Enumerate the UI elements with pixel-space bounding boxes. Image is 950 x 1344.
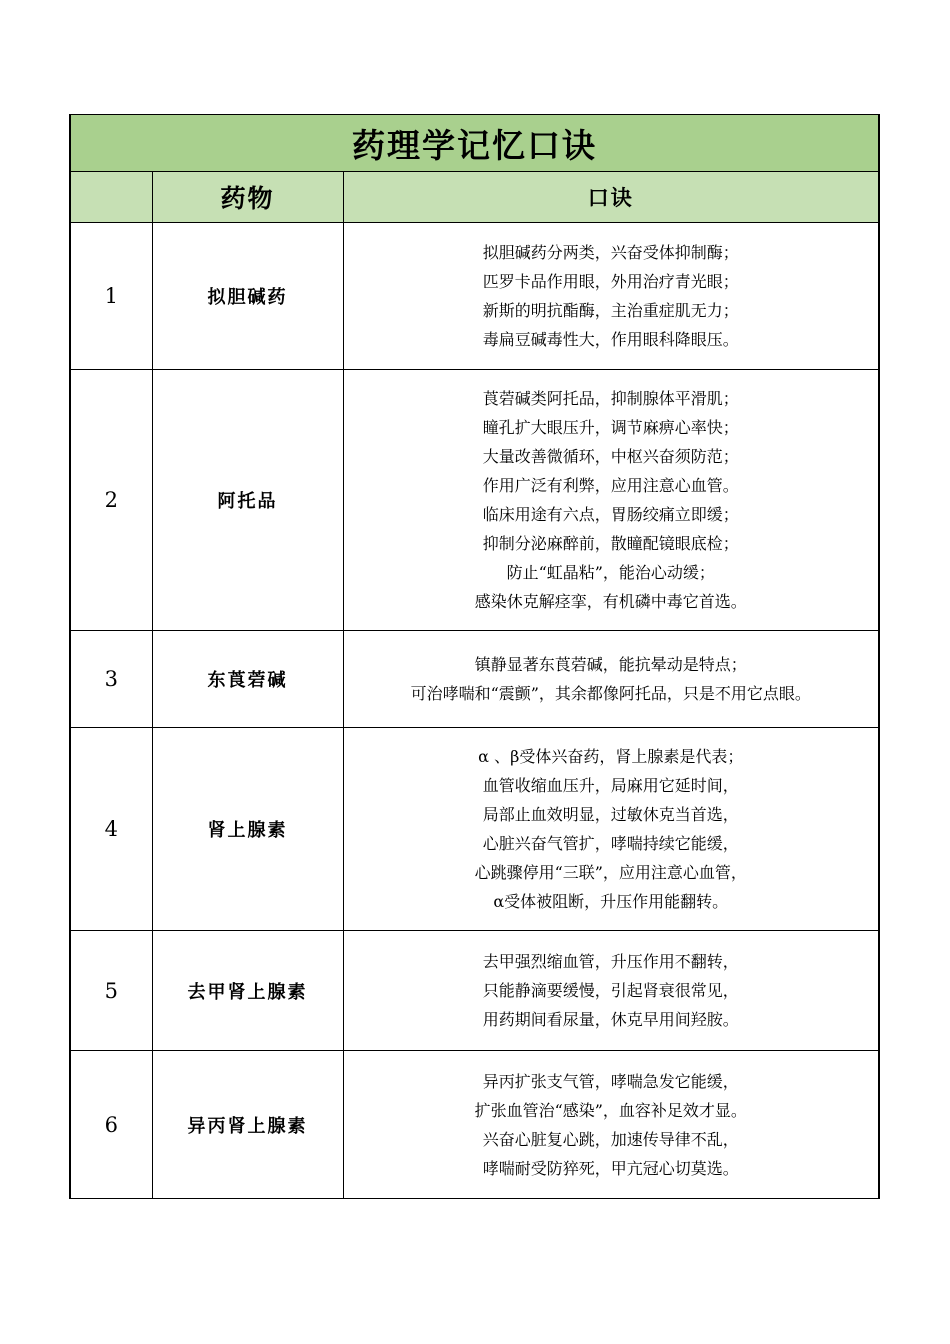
verse-line: 哮喘耐受防猝死，甲亢冠心切莫选。 xyxy=(482,1158,739,1178)
drug-name: 去甲肾上腺素 xyxy=(152,931,343,1051)
mnemonic-verse xyxy=(343,728,879,931)
verse-line: 心跳骤停用“三联”，应用注意心血管， xyxy=(474,863,747,882)
title-row xyxy=(70,115,879,172)
verse-line: 去甲强烈缩血管，升压作用不翻转， xyxy=(482,952,739,971)
verse-line: 莨菪碱类阿托品，抑制腺体平滑肌； xyxy=(482,389,739,408)
drug-name: 肾上腺素 xyxy=(152,728,343,931)
row-number: 5 xyxy=(70,931,152,1051)
verse-line: 临床用途有六点，胃肠绞痛立即缓； xyxy=(482,505,739,524)
table-row xyxy=(70,1051,879,1199)
verse-line: 毒扁豆碱毒性大，作用眼科降眼压。 xyxy=(482,330,739,349)
verse-line: α受体被阻断，升压作用能翻转。 xyxy=(493,892,729,911)
mnemonic-verse xyxy=(343,931,879,1051)
verse-line: 拟胆碱药分两类，兴奋受体抑制酶； xyxy=(482,243,739,262)
table-row xyxy=(70,370,879,631)
mnemonic-table xyxy=(69,114,880,1199)
verse-line: 镇静显著东莨菪碱，能抗晕动是特点； xyxy=(474,655,747,674)
row-number: 6 xyxy=(70,1051,152,1199)
verse-line: 局部止血效明显，过敏休克当首选， xyxy=(482,805,739,824)
header-verse: 口诀 xyxy=(343,172,879,223)
header-row xyxy=(70,172,879,223)
verse-line: 可治哮喘和“震颤”，其余都像阿托品，只是不用它点眼。 xyxy=(410,684,811,703)
drug-name: 异丙肾上腺素 xyxy=(152,1051,343,1199)
verse-line: 防止“虹晶粘”，能治心动缓； xyxy=(506,563,715,582)
row-number: 3 xyxy=(70,631,152,728)
header-index xyxy=(70,172,152,223)
mnemonic-verse xyxy=(343,370,879,631)
table-row xyxy=(70,223,879,370)
verse-line: 异丙扩张支气管，哮喘急发它能缓， xyxy=(482,1071,739,1091)
table-row xyxy=(70,728,879,931)
verse-line: α 、β受体兴奋药，肾上腺素是代表； xyxy=(478,747,744,766)
verse-line: 心脏兴奋气管扩，哮喘持续它能缓， xyxy=(482,834,739,853)
verse-line: 抑制分泌麻醉前，散瞳配镜眼底检； xyxy=(482,534,739,553)
header-drug: 药物 xyxy=(152,172,343,223)
row-number: 2 xyxy=(70,370,152,631)
verse-line: 匹罗卡品作用眼，外用治疗青光眼； xyxy=(482,272,739,291)
verse-line: 新斯的明抗酯酶，主治重症肌无力； xyxy=(482,301,739,320)
mnemonic-verse xyxy=(343,631,879,728)
verse-line: 大量改善微循环，中枢兴奋须防范； xyxy=(482,447,739,466)
mnemonic-verse xyxy=(343,1051,879,1199)
mnemonic-verse xyxy=(343,223,879,370)
verse-line: 兴奋心脏复心跳，加速传导律不乱， xyxy=(482,1129,739,1149)
table-title: 药理学记忆口诀 xyxy=(70,115,879,172)
verse-line: 瞳孔扩大眼压升，调节麻痹心率快； xyxy=(482,418,739,437)
drug-name: 东莨菪碱 xyxy=(152,631,343,728)
drug-name: 阿托品 xyxy=(152,370,343,631)
verse-line: 只能静滴要缓慢，引起肾衰很常见， xyxy=(482,981,739,1000)
verse-line: 用药期间看尿量，休克早用间羟胺。 xyxy=(482,1010,739,1029)
table-row xyxy=(70,931,879,1051)
drug-name: 拟胆碱药 xyxy=(152,223,343,370)
verse-line: 血管收缩血压升，局麻用它延时间， xyxy=(482,776,739,795)
verse-line: 作用广泛有利弊，应用注意心血管。 xyxy=(482,476,739,495)
verse-line: 感染休克解痉挛，有机磷中毒它首选。 xyxy=(474,592,747,611)
table-row xyxy=(70,631,879,728)
verse-line: 扩张血管治“感染”，血容补足效才显。 xyxy=(474,1100,747,1120)
row-number: 1 xyxy=(70,223,152,370)
row-number: 4 xyxy=(70,728,152,931)
table-body xyxy=(70,223,879,1199)
